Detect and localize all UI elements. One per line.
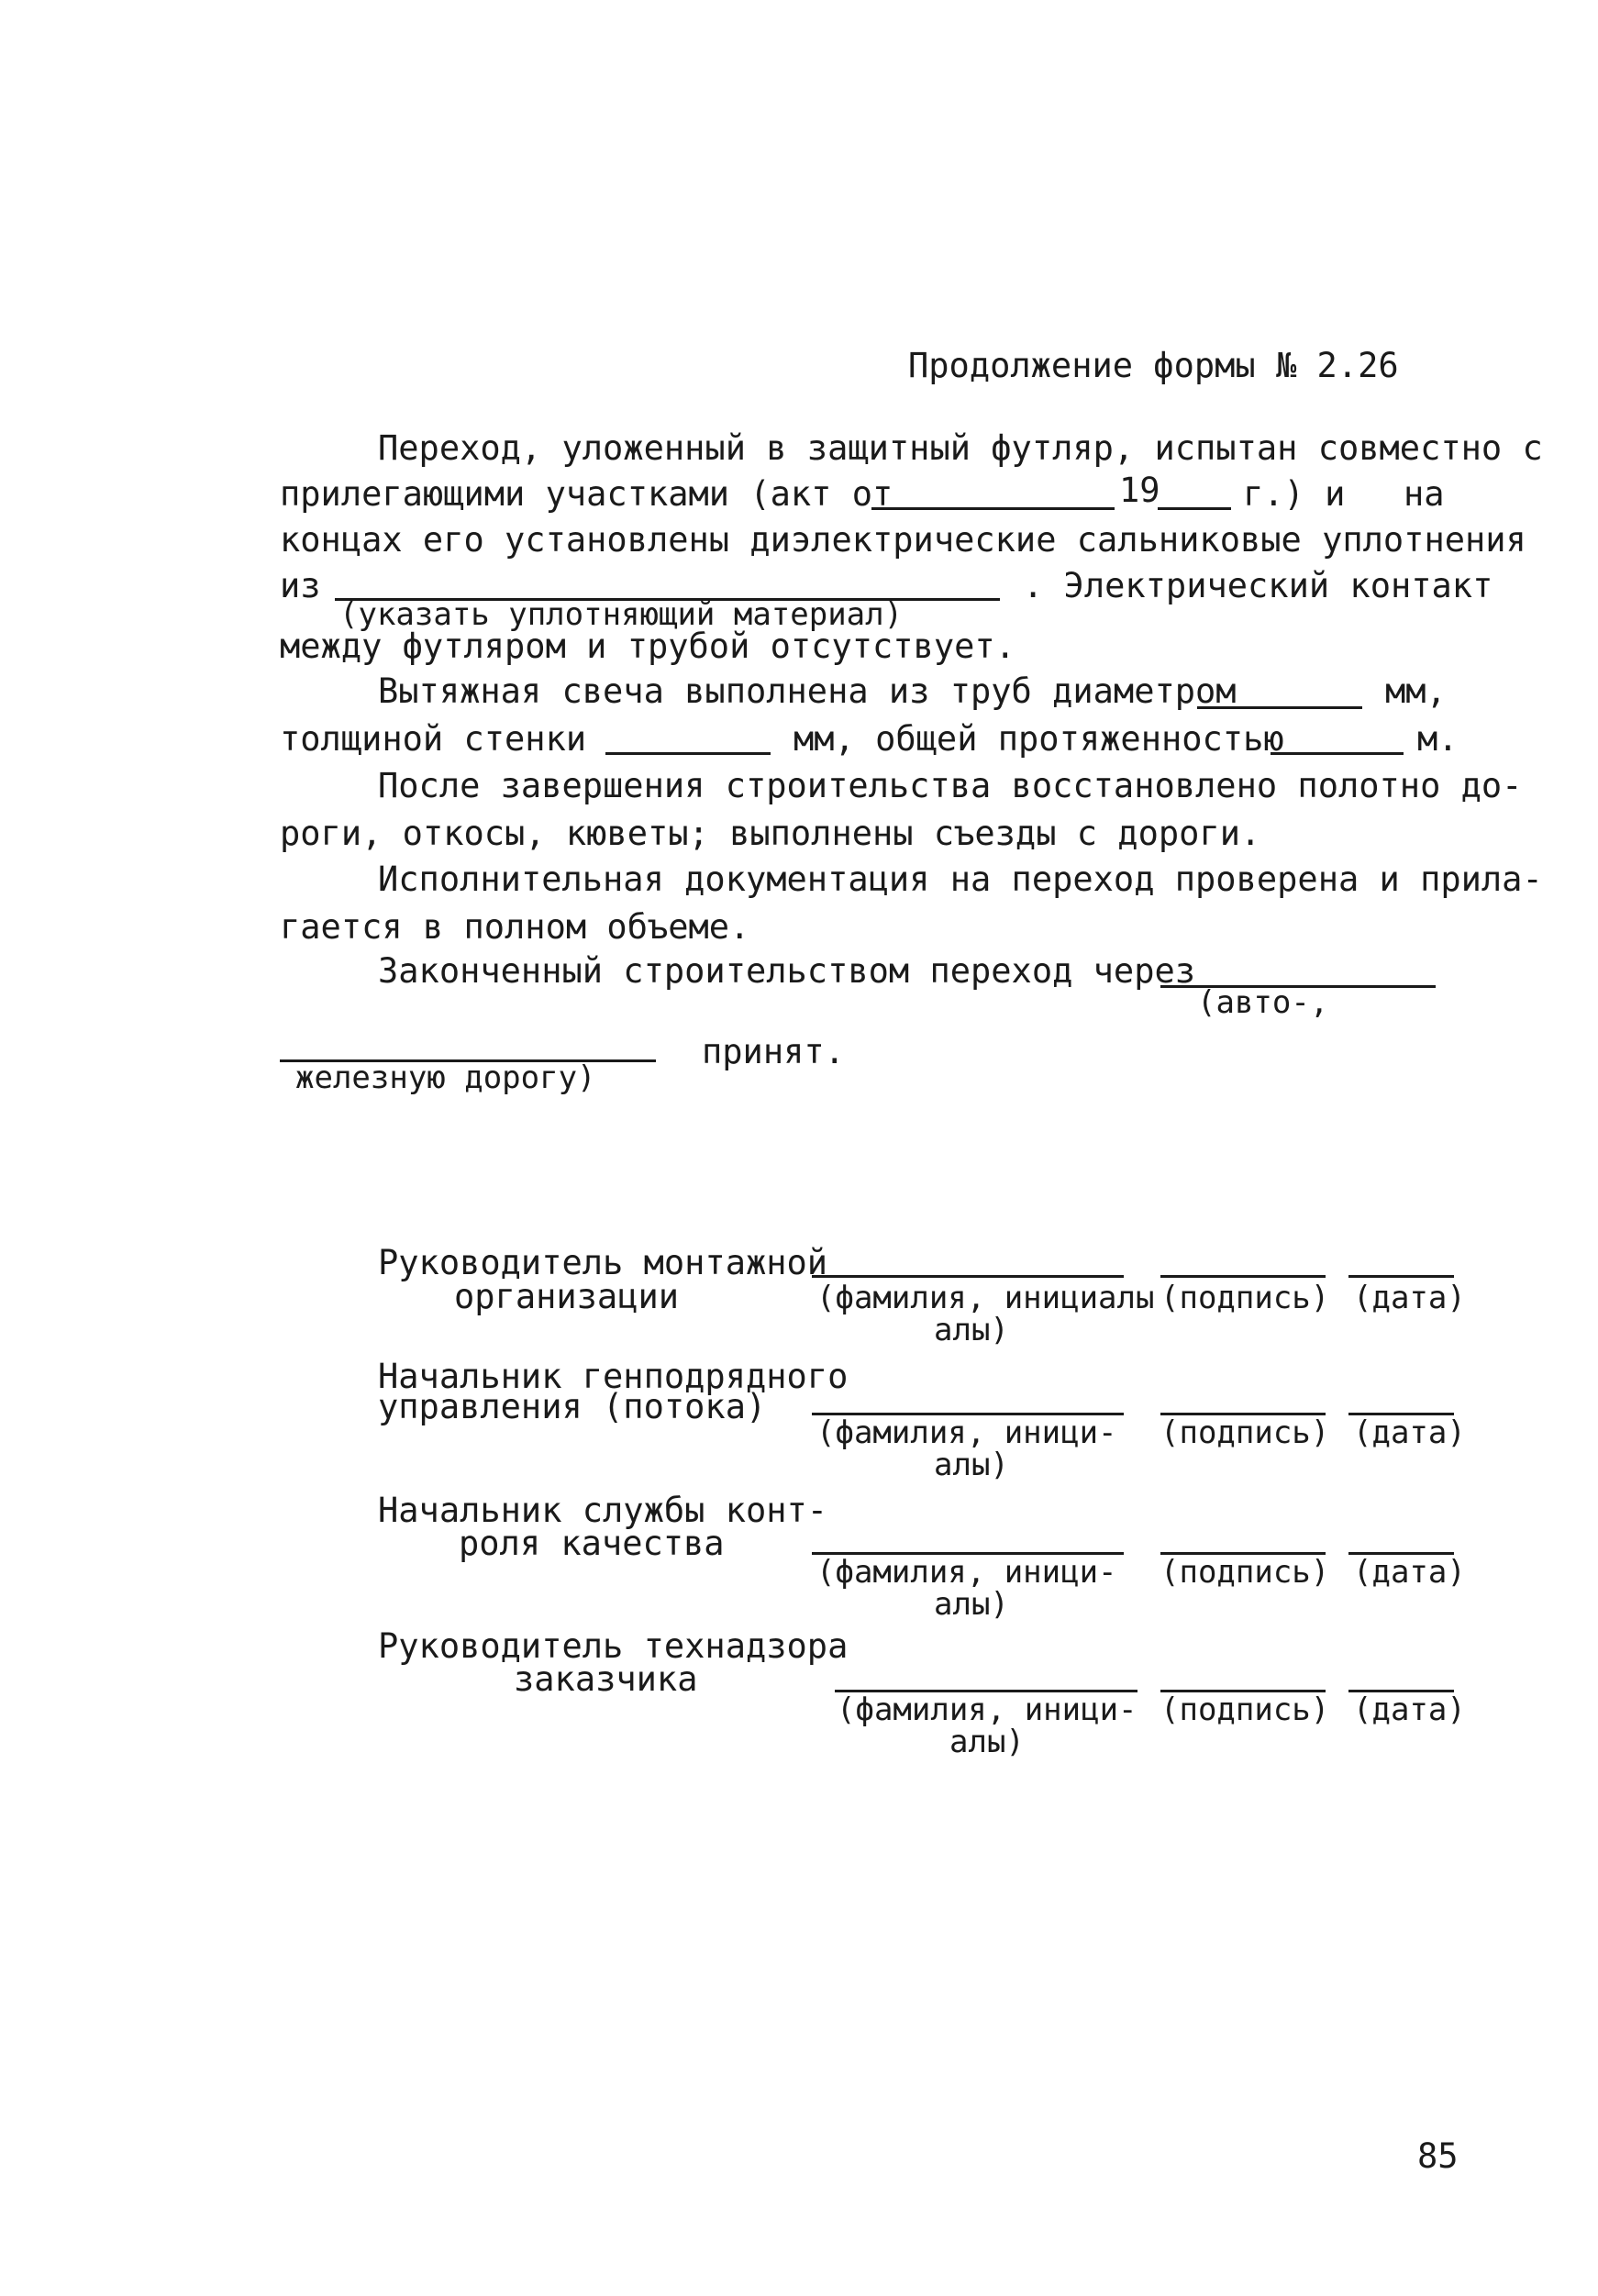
page-number: 85: [1417, 2136, 1459, 2176]
crossing-caption-1: (авто-,: [1197, 984, 1329, 1021]
signature-1-name-caption-cont: алы): [934, 1312, 1009, 1348]
signature-role-4-line2: заказчика: [514, 1659, 698, 1699]
p2-line2-c: м.: [1417, 719, 1459, 759]
signature-2-name-caption-cont: алы): [934, 1447, 1009, 1483]
signature-2-name-caption: (фамилия, иници-: [816, 1414, 1117, 1451]
signature-role-3-line1: Начальник службы конт-: [378, 1491, 828, 1530]
signature-4-name-caption-cont: алы): [949, 1724, 1025, 1760]
signature-role-1-line1: Руководитель монтажной: [378, 1243, 828, 1282]
p1-line5: между футляром и трубой отсутствует.: [280, 627, 1015, 666]
p2-line2-a: толщиной стенки: [280, 719, 587, 759]
p4-line2: гается в полном объеме.: [280, 907, 750, 947]
p1-line2-a: прилегающими участками (акт от: [280, 474, 893, 514]
signature-role-2-line1: Начальник генподрядного: [378, 1357, 849, 1396]
signature-1-date-line[interactable]: [1348, 1275, 1454, 1278]
signature-role-4-line1: Руководитель технадзора: [378, 1626, 849, 1666]
p4-line1: Исполнительная документация на переход проверена и прила-: [378, 860, 1543, 899]
act-year-prefix: 19: [1119, 471, 1160, 510]
p2-line1-a: Вытяжная свеча выполнена из труб диаметром: [378, 671, 1237, 711]
signature-role-1-line2: организации: [454, 1277, 680, 1316]
signature-4-name-caption: (фамилия, иници-: [837, 1691, 1137, 1728]
p1-line4-a: из: [280, 566, 321, 605]
p5-line1: Законченный строительством переход через: [378, 951, 1196, 991]
material-caption: (указать уплотняющий материал): [339, 596, 904, 633]
p5-accepted: принят.: [702, 1032, 845, 1071]
form-continuation-title: Продолжение формы № 2.26: [908, 346, 1399, 385]
diameter-line[interactable]: [1197, 706, 1362, 709]
crossing-caption-2: железную дорогу): [295, 1059, 596, 1096]
act-date-line[interactable]: [871, 507, 1115, 510]
signature-2-sign-caption: (подпись): [1160, 1414, 1330, 1451]
p3-line1: После завершения строительства восстановлено полотно до-: [378, 766, 1523, 805]
signature-4-date-caption: (дата): [1353, 1691, 1466, 1728]
p1-line2-c: на: [1404, 474, 1445, 514]
signature-1-name-line[interactable]: [812, 1275, 1124, 1278]
p1-line2-b: г.) и: [1243, 474, 1346, 514]
p1-line4-b: . Электрический контакт: [1023, 566, 1493, 605]
p1-line1: Переход, уложенный в защитный футляр, испытан совместно с: [378, 428, 1543, 468]
signature-3-sign-caption: (подпись): [1160, 1554, 1330, 1591]
signature-1-name-caption: (фамилия, инициалы: [816, 1280, 1155, 1316]
signature-3-date-caption: (дата): [1353, 1554, 1466, 1591]
p3-line2: роги, откосы, кюветы; выполнены съезды с дороги.: [280, 814, 1261, 853]
wall-thickness-line[interactable]: [605, 752, 771, 755]
signature-1-sign-line[interactable]: [1160, 1275, 1326, 1278]
signature-role-2-line2: управления (потока): [378, 1387, 767, 1426]
signature-2-date-caption: (дата): [1353, 1414, 1466, 1451]
signature-role-3-line2: роля качества: [459, 1524, 725, 1563]
signature-3-name-caption-cont: алы): [934, 1586, 1009, 1623]
p2-line2-b: мм, общей протяженностью: [793, 719, 1284, 759]
p1-line3: концах его установлены диэлектрические сальниковые уплотнения: [280, 520, 1526, 560]
signature-3-name-caption: (фамилия, иници-: [816, 1554, 1117, 1591]
length-line[interactable]: [1271, 752, 1404, 755]
act-year-line[interactable]: [1158, 507, 1231, 510]
signature-1-sign-caption: (подпись): [1160, 1280, 1330, 1316]
signature-1-date-caption: (дата): [1353, 1280, 1466, 1316]
signature-4-sign-caption: (подпись): [1160, 1691, 1330, 1728]
p2-line1-b: мм,: [1385, 671, 1447, 711]
